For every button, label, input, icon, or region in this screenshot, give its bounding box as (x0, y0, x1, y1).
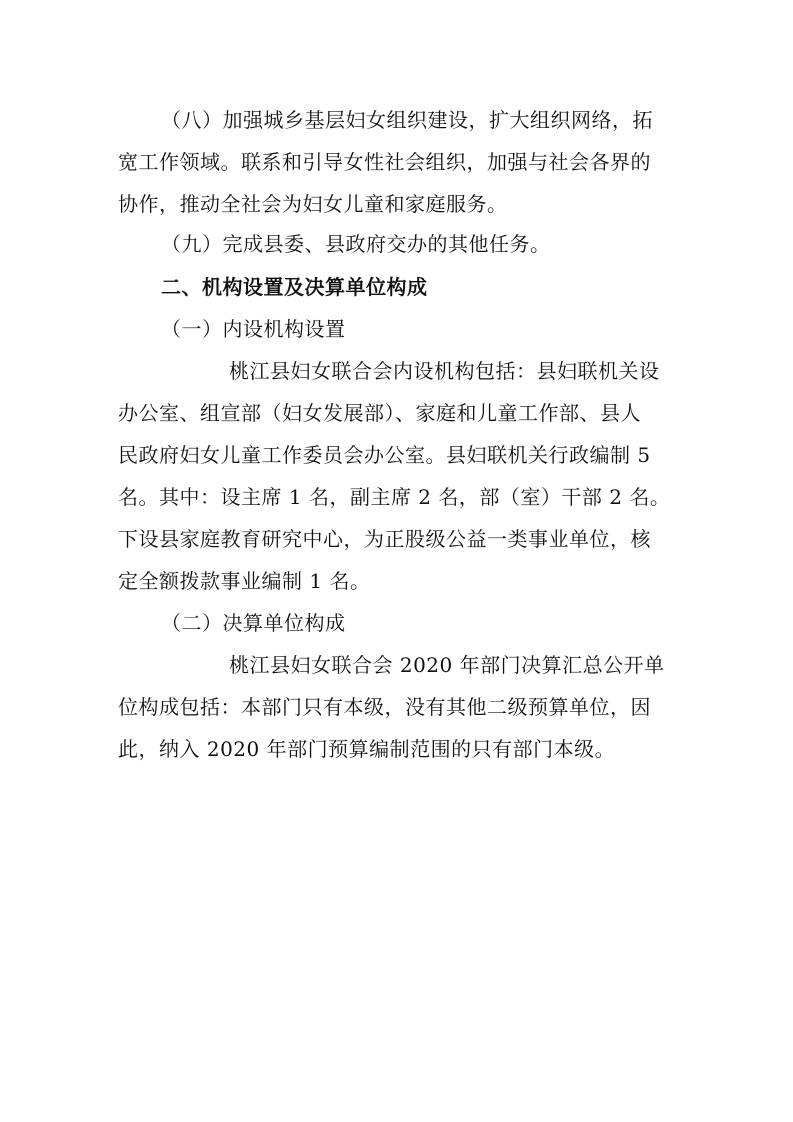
paragraph-8-line-3: 协作，推动全社会为妇女儿童和家庭服务。 (118, 192, 508, 216)
section-heading: 二、机构设置及决算单位构成 (161, 275, 428, 299)
paragraph-org-line-3: 民政府妇女儿童工作委员会办公室。县妇联机关行政编制 5 (118, 443, 651, 467)
paragraph-units-line-2: 位构成包括：本部门只有本级，没有其他二级预算单位，因 (118, 695, 651, 719)
paragraph-8-line-1: （八）加强城乡基层妇女组织建设，扩大组织网络，拓 (161, 108, 653, 132)
subsection-heading-2: （二）决算单位构成 (161, 611, 346, 635)
paragraph-org-line-5: 下设县家庭教育研究中心，为正股级公益一类事业单位，核 (118, 527, 651, 551)
paragraph-units-line-1: 桃江县妇女联合会 2020 年部门决算汇总公开单 (229, 653, 665, 677)
paragraph-org-line-6: 定全额拨款事业编制 1 名。 (118, 569, 371, 593)
subsection-heading-1: （一）内设机构设置 (161, 317, 346, 341)
paragraph-org-line-1: 桃江县妇女联合会内设机构包括：县妇联机关设 (229, 359, 660, 383)
paragraph-8-line-2: 宽工作领域。联系和引导女性社会组织，加强与社会各界的 (118, 150, 651, 174)
paragraph-9: （九）完成县委、县政府交办的其他任务。 (161, 232, 551, 256)
paragraph-units-line-3: 此，纳入 2020 年部门预算编制范围的只有部门本级。 (118, 737, 616, 761)
paragraph-org-line-4: 名。其中：设主席 1 名，副主席 2 名，部（室）干部 2 名。 (118, 485, 671, 509)
paragraph-org-line-2: 办公室、组宣部（妇女发展部）、家庭和儿童工作部、县人 (118, 401, 641, 425)
